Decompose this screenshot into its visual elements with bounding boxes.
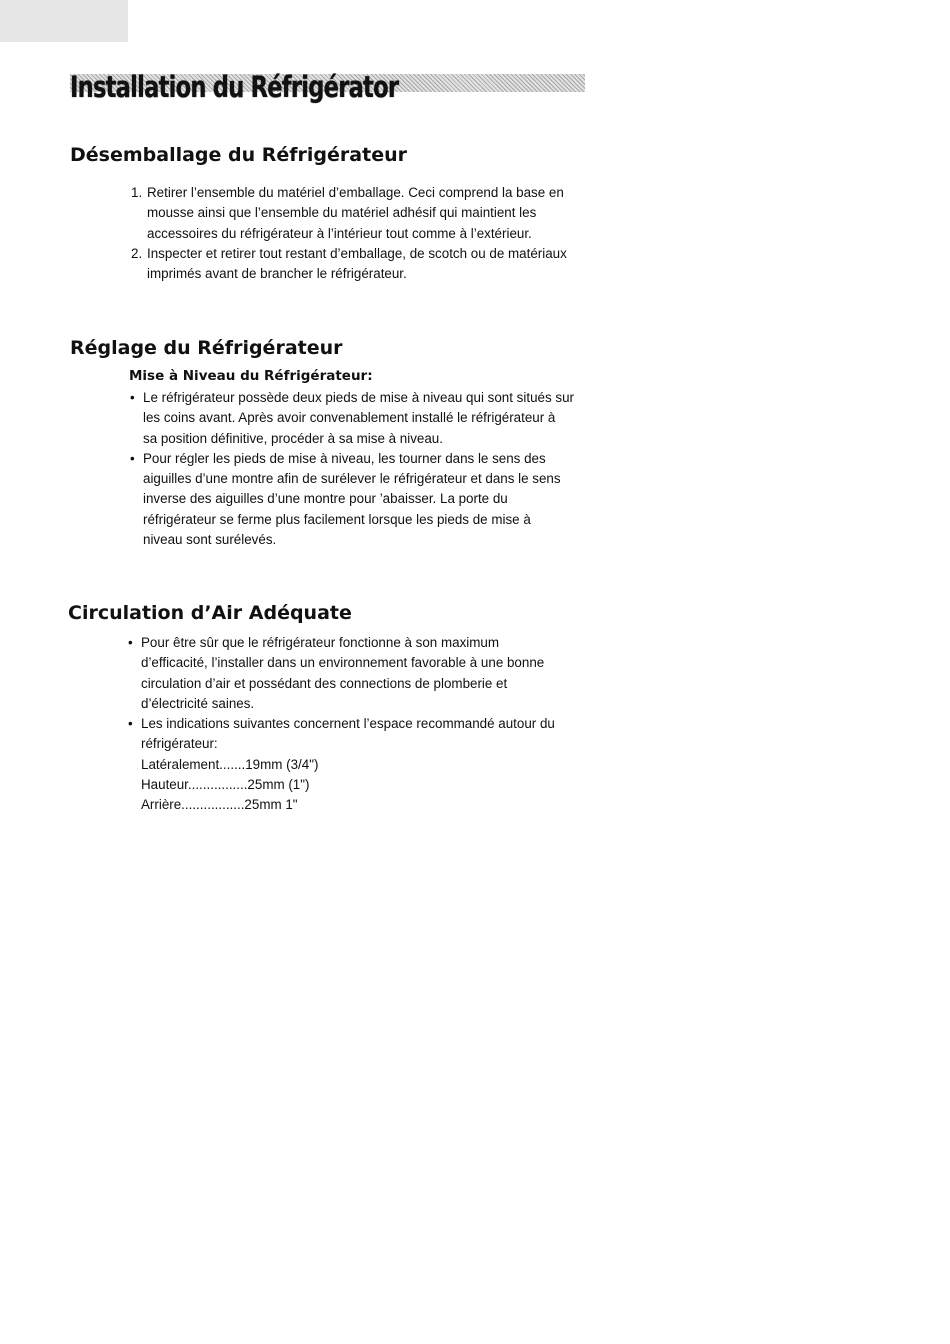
bullet: • bbox=[130, 450, 135, 466]
unpacking-steps-list bbox=[131, 183, 587, 284]
text-line: réfrigérateur: bbox=[141, 736, 218, 752]
page-title: Installation du Réfrigérator bbox=[70, 70, 399, 104]
clearance-rear: Arrière.................25mm 1" bbox=[141, 797, 298, 813]
section-heading-setup: Réglage du Réfrigérateur bbox=[70, 337, 343, 359]
list-item bbox=[130, 449, 588, 550]
text-line: aiguilles d’une montre afin de surélever le réfrigérateur et dans le sens bbox=[143, 471, 561, 487]
text-line: sa position définitive, procéder à sa mise à niveau. bbox=[143, 430, 443, 446]
text-line: circulation d’air et possédant des connections de plomberie et bbox=[141, 675, 508, 691]
text-line: d’efficacité, l’installer dans un environnement favorable à une bonne bbox=[141, 655, 545, 671]
text-line: inverse des aiguilles d’une montre pour ’abaisser. La porte du bbox=[143, 491, 508, 507]
step-number: 1. bbox=[131, 185, 143, 200]
section-heading-unpacking: Désemballage du Réfrigérateur bbox=[70, 144, 407, 166]
text-line: niveau sont surélevés. bbox=[143, 532, 277, 548]
bullet: • bbox=[128, 716, 133, 732]
list-item bbox=[128, 633, 586, 714]
clearance-lateral: Latéralement.......19mm (3/4") bbox=[141, 756, 319, 772]
text-line: réfrigérateur se ferme plus facilement lorsque les pieds de mise à bbox=[143, 511, 531, 527]
text-line: mousse ainsi que l’ensemble du matériel adhésif qui maintient les bbox=[147, 205, 537, 221]
page-corner-tab bbox=[0, 0, 128, 42]
text-line: Les indications suivantes concernent l’espace recommandé autour du bbox=[141, 716, 555, 732]
list-item bbox=[131, 244, 587, 285]
list-item bbox=[130, 388, 588, 449]
section-heading-airflow: Circulation d’Air Adéquate bbox=[68, 602, 352, 624]
text-line: Retirer l’ensemble du matériel d’emballage. Ceci comprend la base en bbox=[147, 185, 564, 200]
text-line: Pour régler les pieds de mise à niveau, les tourner dans le sens des bbox=[143, 450, 546, 466]
list-item bbox=[131, 183, 587, 244]
airflow-bullets-list bbox=[128, 633, 586, 816]
text-line: imprimés avant de brancher le réfrigérateur. bbox=[147, 266, 407, 282]
text-line: Inspecter et retirer tout restant d’emballage, de scotch ou de matériaux bbox=[147, 245, 567, 261]
text-line: d’électricité saines. bbox=[141, 695, 255, 711]
text-line: accessoires du réfrigérateur à l’intérieur tout comme à l’extérieur. bbox=[147, 225, 532, 241]
leveling-bullets-list bbox=[130, 388, 588, 550]
clearance-height: Hauteur................25mm (1") bbox=[141, 777, 310, 793]
step-number: 2. bbox=[131, 245, 143, 261]
bullet: • bbox=[130, 390, 135, 405]
text-line: Le réfrigérateur possède deux pieds de mise à niveau qui sont situés sur bbox=[143, 390, 574, 405]
list-item bbox=[128, 714, 586, 815]
subheading-leveling: Mise à Niveau du Réfrigérateur: bbox=[129, 368, 373, 384]
bullet: • bbox=[128, 635, 133, 650]
text-line: Pour être sûr que le réfrigérateur fonctionne à son maximum bbox=[141, 635, 500, 650]
text-line: les coins avant. Après avoir convenablement installé le réfrigérateur à bbox=[143, 410, 556, 426]
